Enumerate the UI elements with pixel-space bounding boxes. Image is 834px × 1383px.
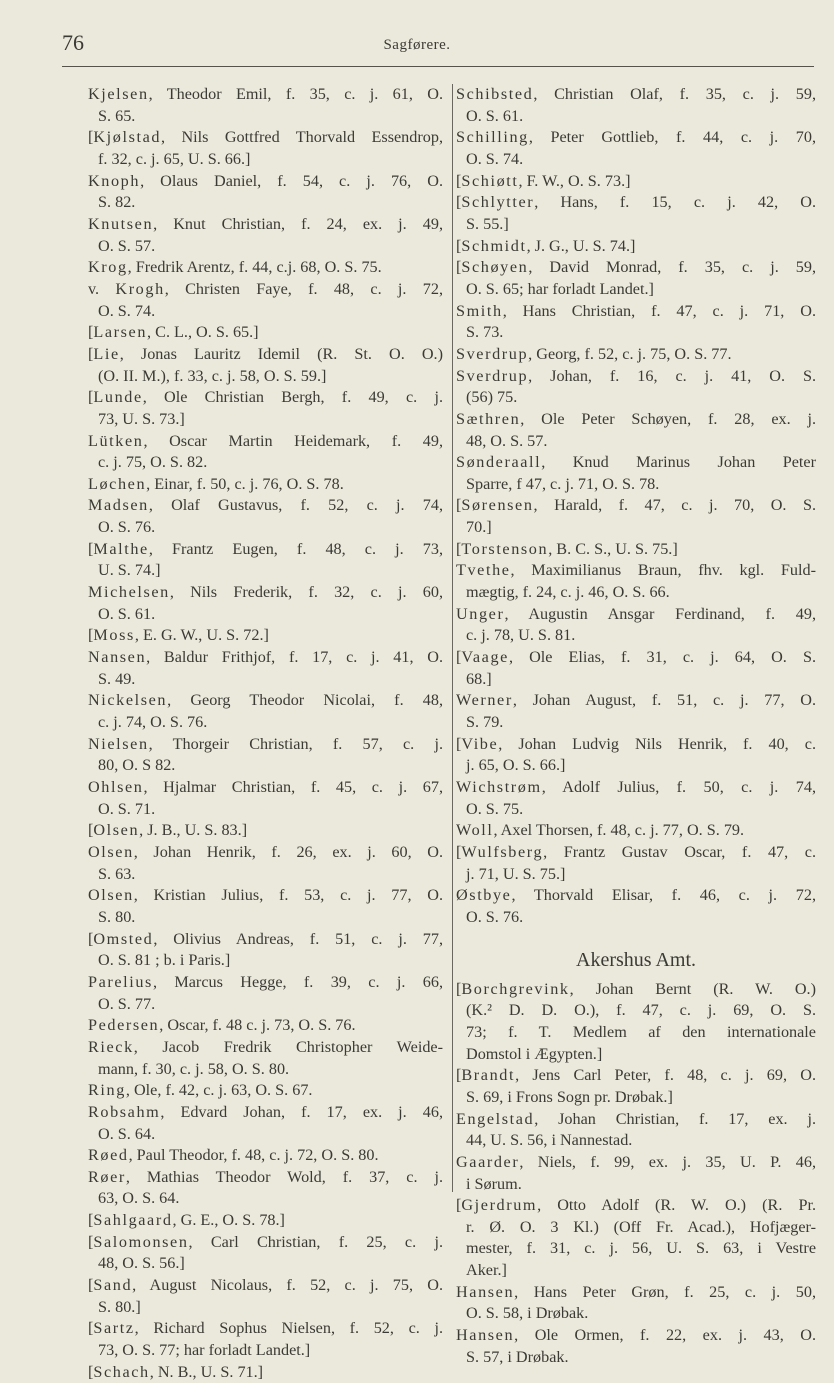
directory-entry <box>456 171 816 193</box>
entry-line: Kjelsen, Theodor Emil, f. 35, c. j. 61, O. <box>88 85 443 103</box>
directory-entry <box>456 409 816 452</box>
entry-surname: Salomonsen <box>93 1232 189 1251</box>
entry-surname: Schilling <box>456 128 529 147</box>
entry-line: S. 80. <box>98 907 136 926</box>
entry-line: O. S. 61. <box>466 106 524 125</box>
entry-surname: Røed <box>88 1146 129 1165</box>
entry-line: O. S. 65; har forladt Landet.] <box>466 279 654 298</box>
page-number: 76 <box>62 30 84 55</box>
entry-surname: Gjerdrum <box>461 1196 538 1215</box>
entry-line: 48, O. S. 57. <box>466 431 548 450</box>
entry-line: S. 65. <box>98 106 136 125</box>
entry-line: [Moss, E. G. W., U. S. 72.] <box>88 626 269 645</box>
entry-line: [Lunde, Ole Christian Bergh, f. 49, c. j. <box>88 388 443 407</box>
entry-line: U. S. 74.] <box>98 561 161 580</box>
entry-line: S. 63. <box>98 864 136 883</box>
entry-line: Pedersen, Oscar, f. 48 c. j. 73, O. S. 76. <box>88 1016 356 1035</box>
entry-surname: Kjelsen <box>88 85 149 103</box>
entry-line: j. 65, O. S. 66.] <box>466 756 566 775</box>
entry-line: (O. II. M.), f. 33, c. j. 58, O. S. 59.] <box>98 366 327 385</box>
directory-entry <box>88 885 443 928</box>
entry-line: Østbye, Thorvald Elisar, f. 46, c. j. 72, <box>456 886 816 905</box>
directory-entry <box>88 1080 443 1102</box>
entry-line: O. S. 81 ; b. i Paris.] <box>98 951 231 970</box>
entry-line: (K.² D. D. O.), f. 47, c. j. 69, O. S. <box>466 1001 816 1020</box>
entry-line: Rieck, Jacob Fredrik Christopher Weide- <box>88 1037 443 1056</box>
directory-entry <box>456 84 816 127</box>
directory-entry <box>88 972 443 1015</box>
entry-surname: Schøyen <box>461 258 529 277</box>
directory-entry <box>88 1145 443 1167</box>
directory-entry <box>456 344 816 366</box>
directory-entry <box>456 777 816 820</box>
entry-line: Røed, Paul Theodor, f. 48, c. j. 72, O. S. 80. <box>88 1146 379 1165</box>
entry-line: [Salomonsen, Carl Christian, f. 25, c. j. <box>88 1232 443 1251</box>
column-divider <box>452 84 453 1192</box>
entry-surname: Pedersen <box>88 1016 160 1035</box>
entry-surname: Lie <box>93 344 120 363</box>
entry-line: S. 57, i Drøbak. <box>466 1347 569 1366</box>
entry-line: f. 32, c. j. 65, U. S. 66.] <box>98 149 251 168</box>
entry-surname: Parelius <box>88 972 153 991</box>
entry-line: Schilling, Peter Gottlieb, f. 44, c. j. 70, <box>456 128 816 147</box>
entry-line: O. S. 58, i Drøbak. <box>466 1304 589 1323</box>
entry-line: Gaarder, Niels, f. 99, ex. j. 35, U. P. 46, <box>456 1152 816 1171</box>
entry-surname: Østbye <box>456 886 512 905</box>
entry-surname: Sahlgaard <box>93 1211 173 1230</box>
entry-surname: Borchgrevink <box>461 979 570 998</box>
entry-line: Nickelsen, Georg Theodor Nicolai, f. 48, <box>88 691 443 710</box>
entry-surname: Røer <box>88 1167 126 1186</box>
entry-line: 73; f. T. Medlem af den internationale <box>466 1022 816 1041</box>
directory-entry <box>88 1167 443 1210</box>
directory-entry <box>456 539 816 561</box>
entry-surname: Smith <box>456 301 503 320</box>
entry-line: [Malthe, Frantz Eugen, f. 48, c. j. 73, <box>88 539 443 558</box>
entry-surname: Knoph <box>88 171 141 190</box>
entry-line: Olsen, Kristian Julius, f. 53, c. j. 77, O. <box>88 886 443 905</box>
entry-line: Hansen, Hans Peter Grøn, f. 25, c. j. 50, <box>456 1282 816 1301</box>
entry-line: [Sartz, Richard Sophus Nielsen, f. 52, c. j. <box>88 1319 443 1338</box>
directory-entry <box>88 171 443 214</box>
directory-entry <box>88 1318 443 1361</box>
directory-entry <box>88 647 443 690</box>
entry-surname: Nansen <box>88 648 147 667</box>
entry-surname: Sæthren <box>456 409 521 428</box>
entry-line: [Schach, N. B., U. S. 71.] <box>88 1362 264 1381</box>
directory-entry <box>88 322 443 344</box>
entry-line: c. j. 78, U. S. 81. <box>466 626 576 645</box>
entry-line: [Lie, Jonas Lauritz Idemil (R. St. O. O.) <box>88 344 443 363</box>
entry-line: mægtig, f. 24, c. j. 46, O. S. 66. <box>466 583 670 602</box>
entry-line: [Schlytter, Hans, f. 15, c. j. 42, O. <box>456 193 816 212</box>
entry-line: Røer, Mathias Theodor Wold, f. 37, c. j. <box>88 1167 443 1186</box>
entry-line: Domstol i Ægypten.] <box>466 1044 603 1063</box>
entry-surname: Rieck <box>88 1037 134 1056</box>
directory-entry <box>88 734 443 777</box>
directory-entry <box>88 1015 443 1037</box>
directory-entry <box>456 1152 816 1195</box>
entry-surname: Unger <box>456 604 505 623</box>
entry-surname: Wichstrøm <box>456 778 542 796</box>
directory-entry <box>456 604 816 647</box>
entry-line: (56) 75. <box>466 388 518 407</box>
entry-line: Tvethe, Maximilianus Braun, fhv. kgl. Fuld- <box>456 561 816 580</box>
entry-line: mester, f. 31, c. j. 56, U. S. 63, i Vestre <box>466 1239 816 1258</box>
entry-surname: Omsted <box>93 929 154 948</box>
entry-line: [Wulfsberg, Frantz Gustav Oscar, f. 47, c. <box>456 842 816 861</box>
entry-line: Ohlsen, Hjalmar Christian, f. 45, c. j. 67, <box>88 778 443 796</box>
entry-surname: Nickelsen <box>88 691 168 710</box>
directory-entry <box>456 452 816 495</box>
entry-line: Unger, Augustin Ansgar Ferdinand, f. 49, <box>456 604 816 623</box>
entry-line: [Borchgrevink, Johan Bernt (R. W. O.) <box>456 979 816 998</box>
entry-line: [Larsen, C. L., O. S. 65.] <box>88 323 259 342</box>
entry-line: Smith, Hans Christian, f. 47, c. j. 71, O. <box>456 301 816 320</box>
entry-surname: Olsen <box>88 842 134 861</box>
directory-entry <box>88 127 443 170</box>
directory-entry <box>456 820 816 842</box>
entry-line: 80, O. S 82. <box>98 756 176 775</box>
directory-entry <box>88 214 443 257</box>
entry-line: Sæthren, Ole Peter Schøyen, f. 28, ex. j. <box>456 409 816 428</box>
directory-entry <box>88 474 443 496</box>
entry-surname: Schlytter <box>461 193 535 212</box>
directory-entry <box>88 842 443 885</box>
entry-surname: Michelsen <box>88 583 170 602</box>
entry-line: 73, U. S. 73.] <box>98 409 185 428</box>
directory-entry <box>456 842 816 885</box>
entry-line: c. j. 75, O. S. 82. <box>98 453 208 472</box>
directory-entry <box>88 1232 443 1275</box>
entry-line: [Sørensen, Harald, f. 47, c. j. 70, O. S. <box>456 496 816 515</box>
entry-line: Sønderaall, Knud Marinus Johan Peter <box>456 453 816 472</box>
entry-line: O. S. 74. <box>466 149 524 168</box>
entry-surname: Tvethe <box>456 561 511 580</box>
entry-line: 48, O. S. 56.] <box>98 1254 185 1273</box>
entry-line: Krog, Fredrik Arentz, f. 44, c.j. 68, O. S. 75. <box>88 258 382 277</box>
entry-surname: Schach <box>93 1362 150 1381</box>
directory-entry <box>456 366 816 409</box>
entry-line: Hansen, Ole Ormen, f. 22, ex. j. 43, O. <box>456 1326 816 1345</box>
entry-surname: Robsahm <box>88 1102 161 1121</box>
directory-entry <box>456 885 816 928</box>
entry-line: S. 82. <box>98 193 136 212</box>
entry-surname: Moss <box>93 626 135 645</box>
entry-line: Knoph, Olaus Daniel, f. 54, c. j. 76, O. <box>88 171 443 190</box>
entry-line: O. S. 77. <box>98 994 156 1013</box>
entry-line: 63, O. S. 64. <box>98 1189 180 1208</box>
section-entries <box>456 979 816 1369</box>
entry-surname: Olsen <box>88 886 134 905</box>
entry-line: [Vibe, Johan Ludvig Nils Henrik, f. 40, c. <box>456 734 816 753</box>
right-entries <box>456 84 816 929</box>
directory-entry <box>88 539 443 582</box>
entry-line: [Kjølstad, Nils Gottfred Thorvald Essendrop, <box>88 128 443 147</box>
entry-surname: Vaage <box>461 648 509 667</box>
directory-entry <box>456 979 816 1066</box>
entry-line: j. 71, U. S. 75.] <box>466 864 566 883</box>
right-column <box>456 84 816 1368</box>
directory-entry <box>88 257 443 279</box>
directory-entry <box>456 257 816 300</box>
entry-surname: Nielsen <box>88 734 149 753</box>
entry-surname: Schiøtt <box>461 171 519 190</box>
entry-line: Michelsen, Nils Frederik, f. 32, c. j. 60, <box>88 583 443 602</box>
directory-entry <box>456 560 816 603</box>
directory-entry <box>456 127 816 170</box>
directory-entry <box>456 690 816 733</box>
directory-entry <box>88 1037 443 1080</box>
entry-surname: Sørensen <box>461 496 534 515</box>
entry-surname: Werner <box>456 691 513 710</box>
entry-line: O. S. 74. <box>98 301 156 320</box>
entry-line: Parelius, Marcus Hegge, f. 39, c. j. 66, <box>88 972 443 991</box>
entry-line: [Vaage, Ole Elias, f. 31, c. j. 64, O. S. <box>456 648 816 667</box>
entry-surname: Larsen <box>93 323 148 342</box>
directory-entry <box>456 192 816 235</box>
entry-surname: Kjølstad <box>93 128 162 147</box>
entry-line: [Gjerdrum, Otto Adolf (R. W. O.) (R. Pr. <box>456 1196 816 1215</box>
entry-surname: Ohlsen <box>88 778 144 796</box>
entry-line: [Sahlgaard, G. E., O. S. 78.] <box>88 1211 285 1230</box>
entry-line: Løchen, Einar, f. 50, c. j. 76, O. S. 78. <box>88 474 344 493</box>
entry-line: Lütken, Oscar Martin Heidemark, f. 49, <box>88 431 443 450</box>
entry-line: Engelstad, Johan Christian, f. 17, ex. j. <box>456 1109 816 1128</box>
entry-line: Sverdrup, Georg, f. 52, c. j. 75, O. S. 77. <box>456 344 732 363</box>
directory-entry <box>88 929 443 972</box>
header-rule <box>62 66 814 67</box>
directory-entry <box>456 301 816 344</box>
entry-line: [Olsen, J. B., U. S. 83.] <box>88 821 248 840</box>
directory-entry <box>88 777 443 820</box>
entry-line: O. S. 71. <box>98 799 156 818</box>
entry-line: Robsahm, Edvard Johan, f. 17, ex. j. 46, <box>88 1102 443 1121</box>
entry-surname: Ring <box>88 1081 126 1100</box>
entry-line: 73, O. S. 77; har forladt Landet.] <box>98 1341 311 1360</box>
entry-surname: Schibsted <box>456 85 534 103</box>
directory-entry <box>456 1195 816 1282</box>
entry-surname: Vibe <box>461 734 499 753</box>
entry-surname: Sand <box>93 1276 133 1295</box>
directory-entry <box>456 647 816 690</box>
entry-surname: Sartz <box>93 1319 135 1338</box>
entry-line: c. j. 74, O. S. 76. <box>98 713 208 732</box>
entry-surname: Lütken <box>88 431 144 450</box>
directory-entry <box>88 387 443 430</box>
entry-line: O. S. 75. <box>466 799 524 818</box>
directory-entry <box>88 431 443 474</box>
entry-surname: Brandt <box>461 1066 516 1085</box>
entry-line: [Omsted, Olivius Andreas, f. 51, c. j. 77, <box>88 929 443 948</box>
directory-entry <box>456 1282 816 1325</box>
entry-line: S. 69, i Frons Sogn pr. Drøbak.] <box>466 1087 673 1106</box>
entry-line: O. S. 57. <box>98 236 156 255</box>
entry-line: S. 55.] <box>466 214 509 233</box>
entry-line: [Torstenson, B. C. S., U. S. 75.] <box>456 539 678 558</box>
entry-line: 68.] <box>466 669 492 688</box>
running-title: Sagførere. <box>383 37 451 53</box>
entry-line: Wichstrøm, Adolf Julius, f. 50, c. j. 74, <box>456 778 816 796</box>
entry-line: S. 79. <box>466 713 504 732</box>
directory-entry <box>88 279 443 322</box>
directory-entry <box>456 236 816 258</box>
entry-line: mann, f. 30, c. j. 58, O. S. 80. <box>98 1059 290 1078</box>
directory-entry <box>88 84 443 127</box>
directory-entry <box>456 1109 816 1152</box>
entry-surname: Malthe <box>93 539 149 558</box>
entry-surname: Krog <box>88 258 128 277</box>
entry-surname: Madsen <box>88 496 149 515</box>
entry-line: [Schøyen, David Monrad, f. 35, c. j. 59, <box>456 258 816 277</box>
entry-line: Werner, Johan August, f. 51, c. j. 77, O. <box>456 691 816 710</box>
entry-line: [Brandt, Jens Carl Peter, f. 48, c. j. 69, O. <box>456 1066 816 1085</box>
entry-line: [Schiøtt, F. W., O. S. 73.] <box>456 171 631 190</box>
directory-entry <box>88 1275 443 1318</box>
entry-line: Olsen, Johan Henrik, f. 26, ex. j. 60, O. <box>88 842 443 861</box>
entry-surname: Løchen <box>88 474 147 493</box>
entry-surname: Gaarder <box>456 1152 520 1171</box>
entry-line: Woll, Axel Thorsen, f. 48, c. j. 77, O. S. 79. <box>456 821 745 840</box>
entry-line: O. S. 76. <box>466 907 524 926</box>
directory-entry <box>88 820 443 842</box>
entry-surname: Wulfsberg <box>461 842 544 861</box>
left-column <box>88 84 443 1383</box>
entry-line: Sparre, f 47, c. j. 71, O. S. 78. <box>466 474 660 493</box>
entry-surname: Sønderaall <box>456 453 542 472</box>
entry-surname: Schmidt <box>461 236 527 255</box>
entry-line: Schibsted, Christian Olaf, f. 35, c. j. 59, <box>456 85 816 103</box>
entry-surname: Sverdrup <box>456 344 529 363</box>
entry-line: Ring, Ole, f. 42, c. j. 63, O. S. 67. <box>88 1081 313 1100</box>
entry-surname: Hansen <box>456 1282 515 1301</box>
directory-entry <box>456 495 816 538</box>
entry-line: [Schmidt, J. G., U. S. 74.] <box>456 236 636 255</box>
entry-line: Knutsen, Knut Christian, f. 24, ex. j. 49, <box>88 214 443 233</box>
entry-surname: Hansen <box>456 1326 515 1345</box>
directory-entry <box>456 1325 816 1368</box>
directory-entry <box>88 625 443 647</box>
entry-surname: Krogh <box>115 279 165 298</box>
directory-entry <box>88 690 443 733</box>
directory-entry <box>88 1102 443 1145</box>
entry-surname: Olsen <box>93 821 140 840</box>
entry-line: Aker.] <box>466 1261 507 1280</box>
directory-entry <box>88 1362 443 1383</box>
entry-line: v. Krogh, Christen Faye, f. 48, c. j. 72, <box>88 279 443 298</box>
entry-surname: Woll <box>456 821 494 840</box>
entry-line: S. 80.] <box>98 1297 141 1316</box>
entry-line: [Sand, August Nicolaus, f. 52, c. j. 75, O. <box>88 1276 443 1295</box>
entry-line: Nansen, Baldur Frithjof, f. 17, c. j. 41, O. <box>88 648 443 667</box>
entry-line: Nielsen, Thorgeir Christian, f. 57, c. j. <box>88 734 443 753</box>
section-heading: Akershus Amt. <box>576 948 696 971</box>
entry-line: Madsen, Olaf Gustavus, f. 52, c. j. 74, <box>88 496 443 515</box>
entry-surname: Engelstad <box>456 1109 535 1128</box>
entry-surname: Lunde <box>93 388 143 407</box>
directory-entry <box>88 344 443 387</box>
entry-line: S. 49. <box>98 669 136 688</box>
entry-line: 44, U. S. 56, i Nannestad. <box>466 1131 633 1150</box>
entry-surname: Sverdrup <box>456 366 529 385</box>
directory-entry <box>88 495 443 538</box>
directory-entry <box>88 582 443 625</box>
entry-line: 70.] <box>466 518 492 537</box>
entry-surname: Torstenson <box>461 539 549 558</box>
entry-line: S. 73. <box>466 323 504 342</box>
entry-line: O. S. 76. <box>98 518 156 537</box>
entry-line: r. Ø. O. 3 Kl.) (Off Fr. Acad.), Hofjæger- <box>466 1217 816 1236</box>
directory-entry <box>456 734 816 777</box>
entry-line: O. S. 61. <box>98 604 156 623</box>
entry-line: Sverdrup, Johan, f. 16, c. j. 41, O. S. <box>456 366 816 385</box>
entry-surname: Knutsen <box>88 214 154 233</box>
directory-entry <box>456 1065 816 1108</box>
entry-line: i Sørum. <box>466 1174 522 1193</box>
entry-line: O. S. 64. <box>98 1124 156 1143</box>
directory-entry <box>88 1210 443 1232</box>
